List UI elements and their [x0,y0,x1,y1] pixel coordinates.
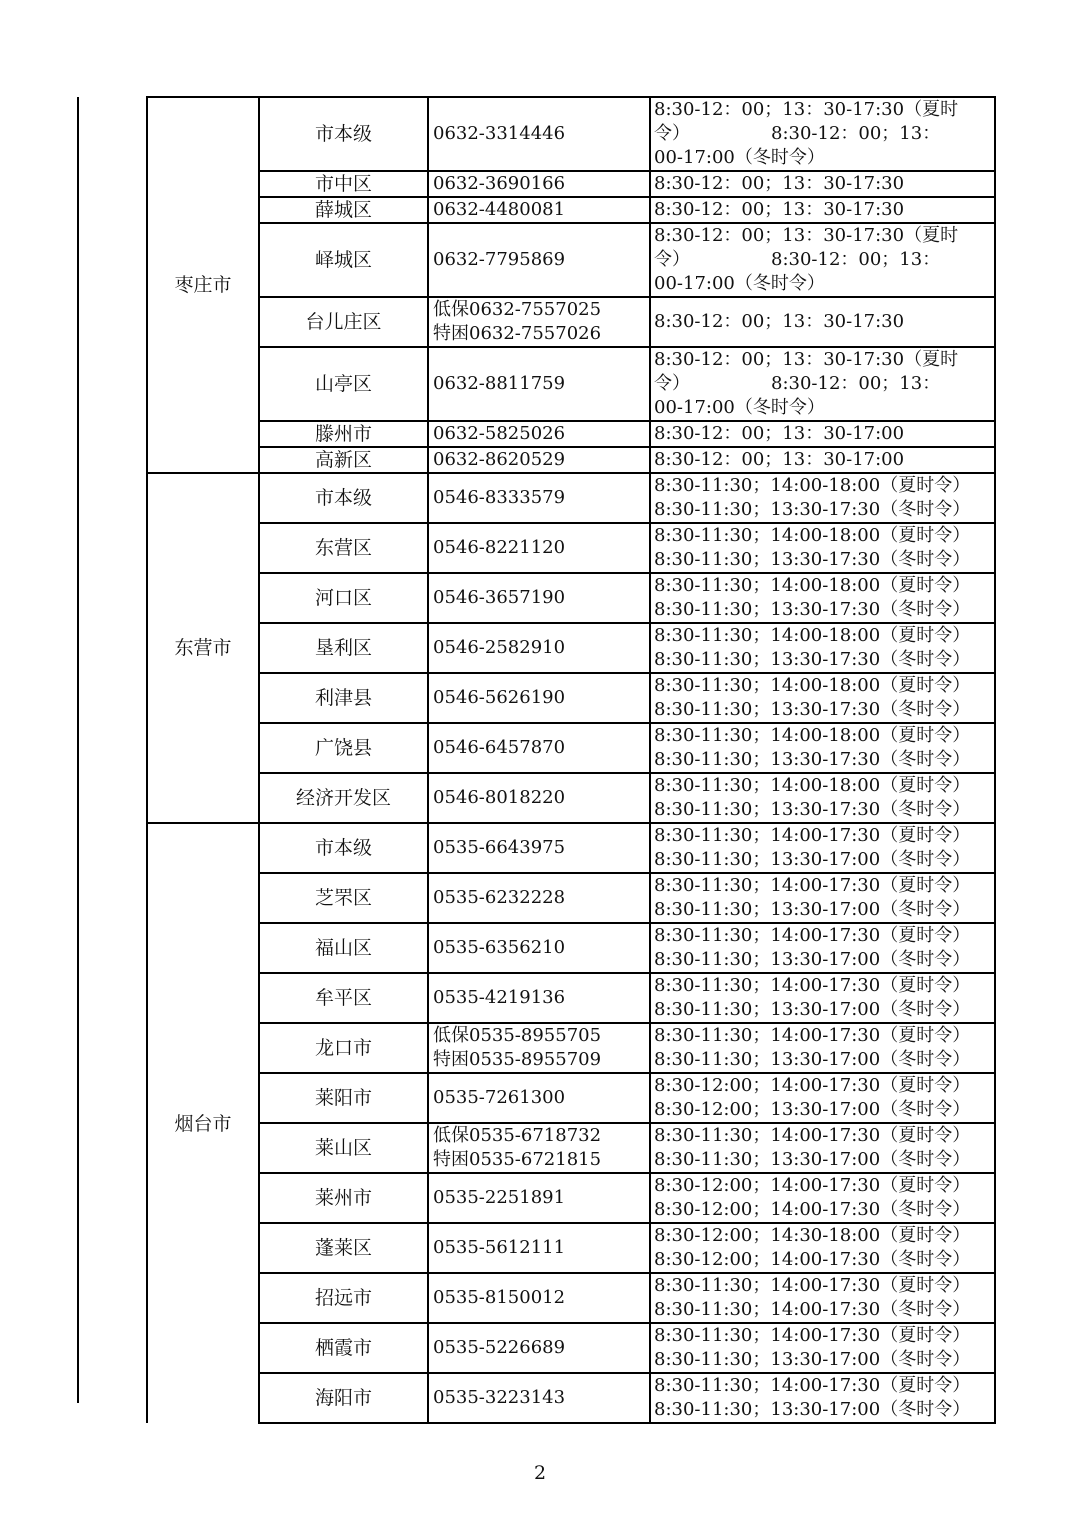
phone-cell [428,171,650,197]
phone-cell [428,973,650,1023]
hours-line: 8:30-11:30；13:30-17:30（冬时令） [654,599,971,620]
hours-line: 8:30-11:30；14:00-18:00（夏时令） [654,725,971,746]
hours-line: 8:30-11:30；14:00-18:00（夏时令） [654,675,971,696]
table-row [147,473,995,523]
phone-line: 0632-3314446 [433,123,566,144]
phone-line: 0535-8150012 [433,1287,566,1308]
table-row [147,823,995,873]
district-cell: 市本级 [259,473,428,523]
hours-line: 8:30-12：00；13：30-17:30（夏时 [654,349,959,370]
hours-line: 8:30-11:30；14:00-17:30（冬时令） [654,1299,971,1320]
table-row [147,171,995,197]
city-cell: 东营市 [147,473,259,823]
phone-cell [428,773,650,823]
table-row [147,923,995,973]
hours-line: 00-17:00（冬时令） [654,273,825,294]
phone-cell [428,347,650,421]
hours-cell [650,1373,995,1423]
phone-line: 0546-5626190 [433,687,566,708]
hours-line: 8:30-12:00；14:30-18:00（夏时令） [654,1225,971,1246]
phone-cell [428,823,650,873]
hours-cell [650,1073,995,1123]
table-row [147,523,995,573]
table-row [147,1273,995,1323]
hours-cell [650,1223,995,1273]
phone-cell [428,297,650,347]
hours-cell [650,1323,995,1373]
district-cell: 海阳市 [259,1373,428,1423]
hours-line: 令） 8:30-12：00；13： [654,373,941,394]
phone-line: 0546-8333579 [433,487,566,508]
phone-cell [428,873,650,923]
table-row [147,623,995,673]
hours-cell [650,223,995,297]
hours-line: 8:30-12:00；14:00-17:30（夏时令） [654,1075,971,1096]
hours-cell [650,923,995,973]
hours-line: 8:30-12:00；14:00-17:30（冬时令） [654,1249,971,1270]
phone-line: 0546-6457870 [433,737,566,758]
hours-cell [650,573,995,623]
page-number: 2 [533,1462,547,1484]
hours-line: 8:30-11:30；14:00-17:30（夏时令） [654,1275,971,1296]
hours-line: 8:30-11:30；13:30-17:00（冬时令） [654,1049,971,1070]
table-row [147,1023,995,1073]
phone-line: 0546-8018220 [433,787,566,808]
hours-line: 8:30-11:30；13:30-17:30（冬时令） [654,499,971,520]
hours-line: 8:30-11:30；13:30-17:00（冬时令） [654,999,971,1020]
hours-line: 8:30-11:30；14:00-17:30（夏时令） [654,1025,971,1046]
table-row [147,1323,995,1373]
district-cell: 山亭区 [259,347,428,421]
table-row [147,1123,995,1173]
hours-line: 令） 8:30-12：00；13： [654,123,941,144]
phone-cell [428,523,650,573]
hours-cell [650,1123,995,1173]
table-row [147,1223,995,1273]
district-cell: 蓬莱区 [259,1223,428,1273]
district-cell: 垦利区 [259,623,428,673]
phone-line: 0535-5612111 [433,1237,566,1258]
phone-cell [428,723,650,773]
hours-line: 8:30-11:30；13:30-17:00（冬时令） [654,1149,971,1170]
contact-table [146,96,996,1424]
phone-line: 0546-3657190 [433,587,566,608]
phone-line: 0535-3223143 [433,1387,566,1408]
hours-cell [650,673,995,723]
phone-line: 0546-8221120 [433,537,566,558]
phone-cell [428,1323,650,1373]
phone-line: 0535-6643975 [433,837,566,858]
phone-cell [428,473,650,523]
city-cell: 枣庄市 [147,97,259,473]
hours-cell [650,1173,995,1223]
hours-line: 8:30-11:30；13:30-17:00（冬时令） [654,1349,971,1370]
hours-line: 8:30-12:00；14:00-17:30（夏时令） [654,1175,971,1196]
hours-line: 8:30-11:30；14:00-17:30（夏时令） [654,1125,971,1146]
hours-line: 令） 8:30-12：00；13： [654,249,941,270]
table-row [147,447,995,473]
hours-line: 8:30-11:30；13:30-17:00（冬时令） [654,1399,971,1420]
district-cell: 市本级 [259,97,428,171]
district-cell: 峄城区 [259,223,428,297]
district-cell: 东营区 [259,523,428,573]
phone-line: 低保0535-8955705 [433,1025,602,1046]
district-cell: 薛城区 [259,197,428,223]
district-cell: 芝罘区 [259,873,428,923]
table-row [147,723,995,773]
district-cell: 莱山区 [259,1123,428,1173]
phone-line: 特困0632-7557026 [433,323,602,344]
phone-cell [428,97,650,171]
table-row [147,573,995,623]
hours-line: 8:30-12：00；13：30-17:30 [654,173,905,194]
hours-cell [650,623,995,673]
hours-line: 8:30-11:30；13:30-17:00（冬时令） [654,899,971,920]
phone-line: 0632-7795869 [433,249,566,270]
table-row [147,973,995,1023]
hours-line: 8:30-12:00；14:00-17:30（冬时令） [654,1199,971,1220]
phone-cell [428,223,650,297]
phone-line: 0535-2251891 [433,1187,566,1208]
phone-cell [428,1073,650,1123]
left-border-line [77,97,79,1403]
district-cell: 栖霞市 [259,1323,428,1373]
district-cell: 莱州市 [259,1173,428,1223]
phone-cell [428,623,650,673]
hours-line: 8:30-11:30；14:00-17:30（夏时令） [654,825,971,846]
district-cell: 招远市 [259,1273,428,1323]
hours-line: 8:30-11:30；14:00-17:30（夏时令） [654,925,971,946]
district-cell: 经济开发区 [259,773,428,823]
hours-line: 8:30-11:30；14:00-17:30（夏时令） [654,875,971,896]
phone-cell [428,447,650,473]
phone-line: 0535-6356210 [433,937,566,958]
district-cell: 牟平区 [259,973,428,1023]
table-row [147,297,995,347]
district-cell: 广饶县 [259,723,428,773]
phone-line: 0535-7261300 [433,1087,566,1108]
hours-line: 8:30-12：00；13：30-17:00 [654,423,905,444]
hours-line: 8:30-11:30；14:00-18:00（夏时令） [654,625,971,646]
phone-line: 0535-6232228 [433,887,566,908]
phone-cell [428,673,650,723]
phone-cell [428,923,650,973]
phone-cell [428,1123,650,1173]
district-cell: 市中区 [259,171,428,197]
hours-line: 8:30-11:30；14:00-18:00（夏时令） [654,525,971,546]
district-cell: 福山区 [259,923,428,973]
hours-line: 00-17:00（冬时令） [654,397,825,418]
table-row [147,773,995,823]
hours-line: 00-17:00（冬时令） [654,147,825,168]
district-cell: 莱阳市 [259,1073,428,1123]
phone-line: 0535-5226689 [433,1337,566,1358]
hours-cell [650,297,995,347]
phone-cell [428,573,650,623]
hours-line: 8:30-12：00；13：30-17:30 [654,311,905,332]
district-cell: 滕州市 [259,421,428,447]
hours-line: 8:30-12：00；13：30-17:30（夏时 [654,225,959,246]
hours-line: 8:30-11:30；13:30-17:00（冬时令） [654,849,971,870]
phone-line: 0632-8620529 [433,449,566,470]
table-row [147,223,995,297]
phone-cell [428,1273,650,1323]
phone-line: 低保0632-7557025 [433,299,602,320]
hours-line: 8:30-12：00；13：30-17:30 [654,199,905,220]
hours-line: 8:30-11:30；14:00-18:00（夏时令） [654,475,971,496]
phone-line: 0535-4219136 [433,987,566,1008]
hours-cell [650,447,995,473]
phone-line: 0546-2582910 [433,637,566,658]
hours-cell [650,97,995,171]
hours-line: 8:30-12：00；13：30-17:00 [654,449,905,470]
phone-line: 0632-3690166 [433,173,566,194]
hours-line: 8:30-11:30；13:30-17:30（冬时令） [654,549,971,570]
hours-line: 8:30-12:00；13:30-17:00（冬时令） [654,1099,971,1120]
hours-cell [650,823,995,873]
hours-line: 8:30-11:30；14:00-17:30（夏时令） [654,1375,971,1396]
hours-cell [650,723,995,773]
hours-line: 8:30-11:30；13:30-17:30（冬时令） [654,749,971,770]
table-row [147,1073,995,1123]
hours-line: 8:30-11:30；14:00-18:00（夏时令） [654,575,971,596]
hours-cell [650,171,995,197]
city-cell: 烟台市 [147,823,259,1423]
phone-line: 0632-4480081 [433,199,566,220]
hours-line: 8:30-11:30；14:00-17:30（夏时令） [654,975,971,996]
hours-cell [650,1023,995,1073]
table-row [147,1173,995,1223]
district-cell: 河口区 [259,573,428,623]
phone-cell [428,1173,650,1223]
table-row [147,421,995,447]
hours-cell [650,421,995,447]
hours-cell [650,873,995,923]
hours-line: 8:30-11:30；14:00-18:00（夏时令） [654,775,971,796]
hours-cell [650,973,995,1023]
hours-line: 8:30-11:30；13:30-17:30（冬时令） [654,799,971,820]
table-row [147,1373,995,1423]
district-cell: 高新区 [259,447,428,473]
district-cell: 市本级 [259,823,428,873]
phone-cell [428,197,650,223]
table-row [147,347,995,421]
phone-cell [428,1023,650,1073]
table-row [147,673,995,723]
hours-line: 8:30-11:30；13:30-17:30（冬时令） [654,699,971,720]
phone-cell [428,421,650,447]
phone-line: 低保0535-6718732 [433,1125,602,1146]
hours-cell [650,1273,995,1323]
phone-line: 特困0535-6721815 [433,1149,602,1170]
phone-line: 0632-5825026 [433,423,566,444]
hours-line: 8:30-11:30；13:30-17:30（冬时令） [654,649,971,670]
phone-line: 0632-8811759 [433,373,566,394]
hours-cell [650,523,995,573]
hours-line: 8:30-12：00；13：30-17:30（夏时 [654,99,959,120]
hours-cell [650,473,995,523]
district-cell: 龙口市 [259,1023,428,1073]
table-row [147,97,995,171]
hours-cell [650,347,995,421]
hours-cell [650,197,995,223]
hours-cell [650,773,995,823]
phone-cell [428,1223,650,1273]
table-row [147,197,995,223]
table-row [147,873,995,923]
hours-line: 8:30-11:30；13:30-17:00（冬时令） [654,949,971,970]
district-cell: 利津县 [259,673,428,723]
phone-cell [428,1373,650,1423]
district-cell: 台儿庄区 [259,297,428,347]
phone-line: 特困0535-8955709 [433,1049,602,1070]
hours-line: 8:30-11:30；14:00-17:30（夏时令） [654,1325,971,1346]
